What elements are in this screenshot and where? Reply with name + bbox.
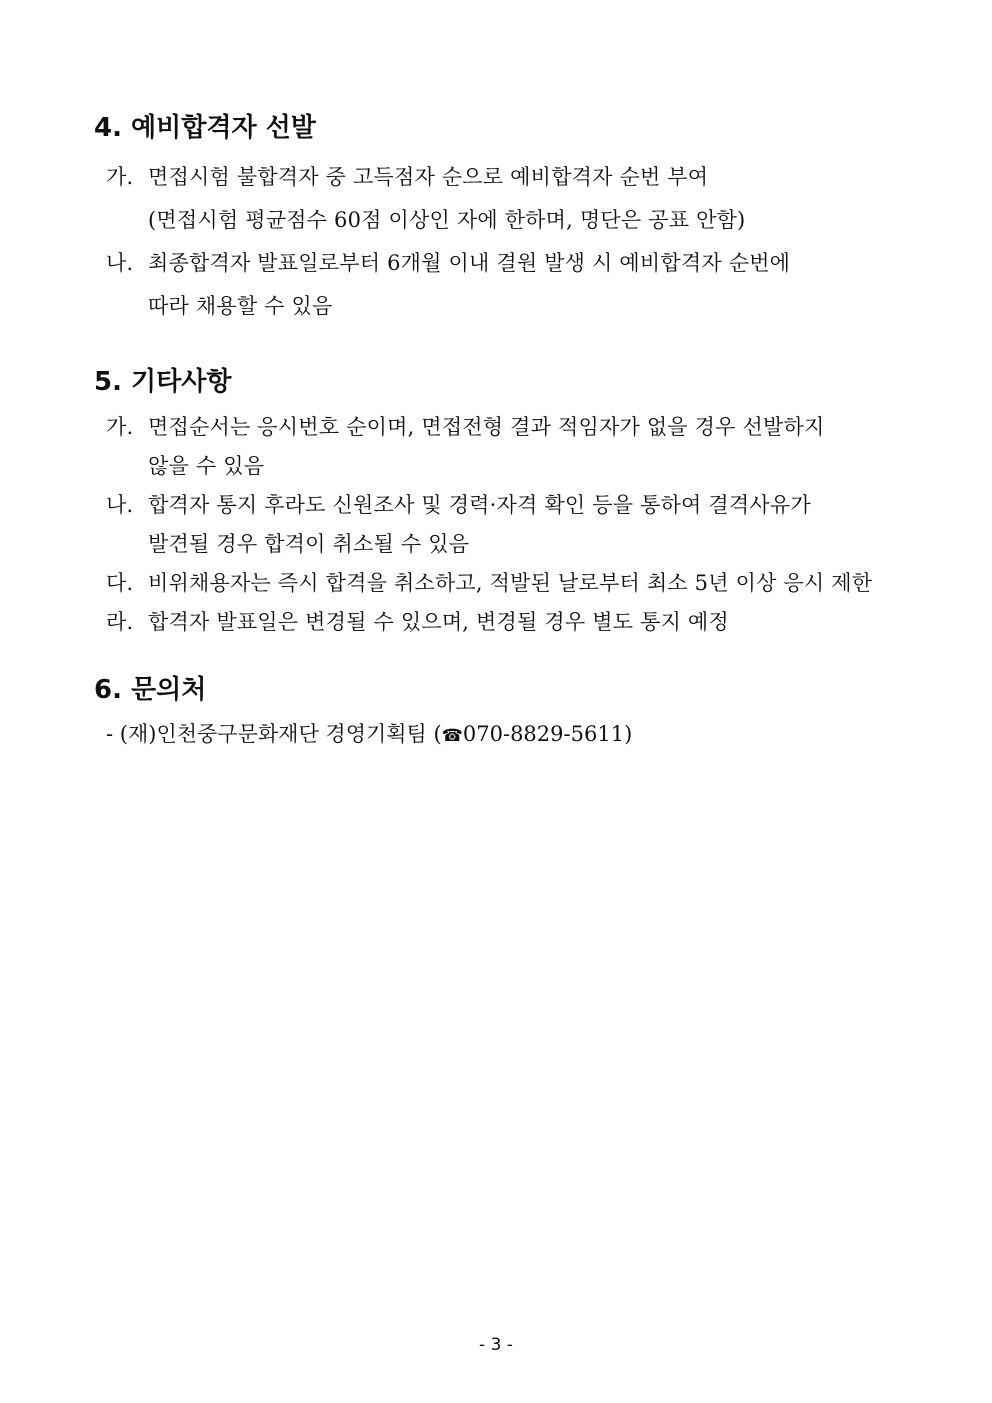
contact-phone-number: 070-8829-5611: [462, 722, 625, 746]
section-contact: [94, 674, 924, 756]
page-number: - 3 -: [479, 1335, 513, 1355]
item-text-continued: 않을 수 있음: [148, 454, 265, 478]
list-item: [94, 486, 924, 564]
list-item: [94, 156, 924, 242]
section-title: 5. 기타사항: [94, 367, 232, 397]
list-marker: 라.: [106, 610, 134, 634]
contact-line: [94, 714, 924, 756]
section-title: 6. 문의처: [94, 675, 207, 705]
list-item: [94, 242, 924, 328]
list-marker: 나.: [106, 251, 134, 275]
item-text: 비위채용자는 즉시 합격을 취소하고, 적발된 날로부터 최소 5년 이상 응시 제한: [148, 571, 873, 595]
list-item: [94, 408, 924, 486]
phone-icon: ☎: [441, 726, 463, 746]
item-text: 면접순서는 응시번호 순이며, 면접전형 결과 적임자가 없을 경우 선발하지: [148, 415, 825, 439]
list-marker: 다.: [106, 571, 134, 595]
section-reserve-candidates: [94, 112, 924, 328]
item-text: 최종합격자 발표일로부터 6개월 이내 결원 발생 시 예비합격자 순번에: [148, 251, 791, 275]
contact-suffix: ): [624, 722, 633, 746]
list-item: [94, 603, 924, 642]
list-marker: 가.: [106, 415, 134, 439]
item-text-continued: 발견될 경우 합격이 취소될 수 있음: [148, 532, 470, 556]
item-text: 합격자 발표일은 변경될 수 있으며, 변경될 경우 별도 통지 예정: [148, 610, 729, 634]
item-text-continued: (면접시험 평균점수 60점 이상인 자에 한하며, 명단은 공표 안함): [148, 208, 746, 232]
list-marker: 가.: [106, 165, 134, 189]
item-text-continued: 따라 채용할 수 있음: [148, 294, 333, 318]
list-marker: 나.: [106, 493, 134, 517]
list-item: [94, 564, 924, 603]
section-other-matters: [94, 366, 924, 642]
section-title: 4. 예비합격자 선발: [94, 113, 316, 143]
item-text: 합격자 통지 후라도 신원조사 및 경력·자격 확인 등을 통하여 결격사유가: [148, 493, 811, 517]
item-text: 면접시험 불합격자 중 고득점자 순으로 예비합격자 순번 부여: [148, 165, 709, 189]
contact-department: - (재)인천중구문화재단 경영기획팀 (: [106, 722, 442, 746]
